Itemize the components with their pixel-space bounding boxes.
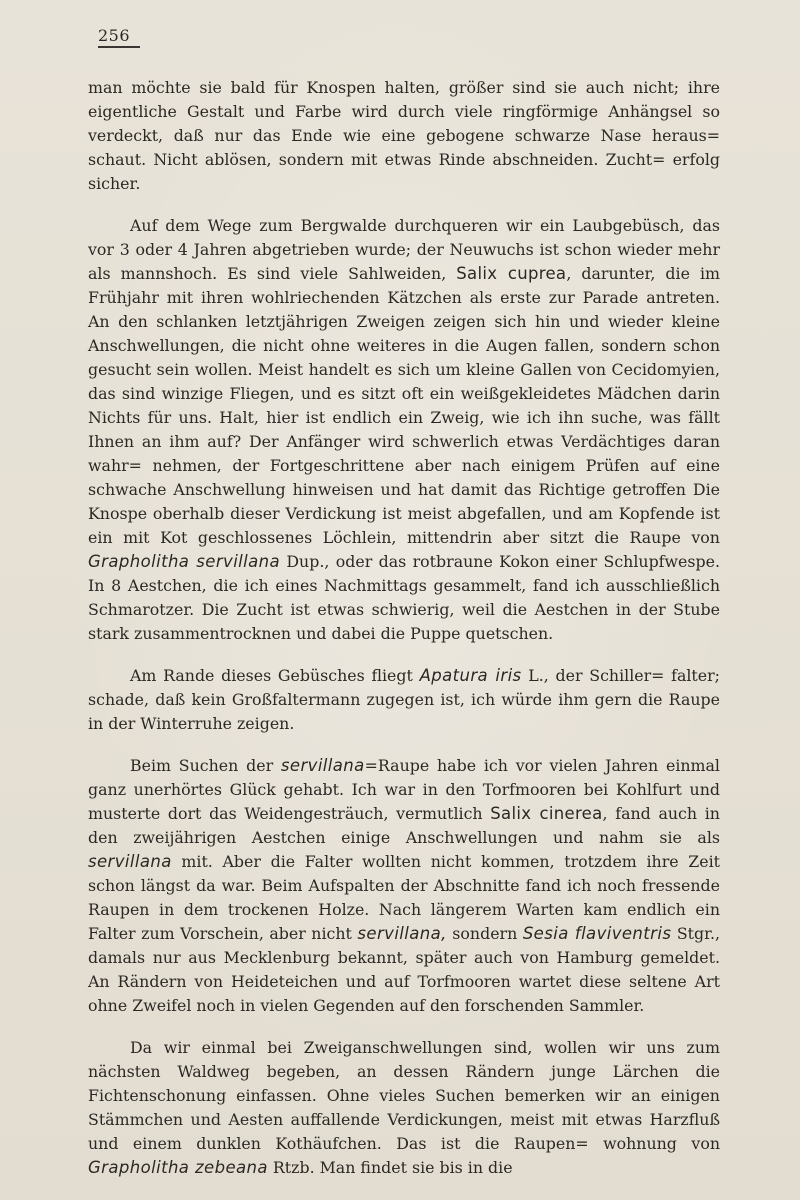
paragraph	[88, 214, 720, 646]
species-name: Grapholitha servillana	[88, 552, 281, 571]
text-run: =Raupe habe ich vor vielen Jahren einmal ganz unerhörtes Glück gehabt. Ich war in den Torfmooren bei Kohlfurt und musterte dort das Weidengesträuch, vermutlich	[88, 756, 720, 823]
body-text	[88, 76, 720, 1198]
text-run: Dup., oder das rotbraune Kokon einer Schlupfwespe. In 8 Aestchen, die ich eines Nachmittags gesammelt, fand ich ausschließlich Schmarotzer. Die Zucht ist etwas schwierig, weil die Aestchen in der Stube stark zusammentrocknen und dabei die Puppe quetschen.	[88, 552, 720, 643]
plant-name: Salix cuprea	[456, 264, 567, 283]
species-name: Grapholitha zebeana	[88, 1158, 268, 1177]
text-run: Stgr., damals nur aus Mecklenburg bekannt, später auch von Hamburg gemeldet. An Rändern von Heideteichen und auf Torfmooren wartet diese seltene Art ohne Zweifel noch in vielen Gegenden auf den forschenden Sammler.	[88, 924, 720, 1015]
page-number: 256	[98, 26, 140, 48]
text-run: sondern	[446, 924, 523, 943]
species-name: servillana	[88, 852, 172, 871]
paragraph	[88, 1036, 720, 1180]
paragraph	[88, 664, 720, 736]
text-run: Auf dem Wege zum Bergwalde durchqueren wir ein Laubgebüsch, das vor 3 oder 4 Jahren abgetrieben wurde; der Neuwuchs ist schon wieder mehr als mannshoch. Es sind viele Sahlweiden,	[88, 216, 720, 283]
species-name: Apatura iris	[419, 666, 522, 685]
text-run: L., der Schiller= falter; schade, daß kein Großfaltermann zugegen ist, ich würde ihm gern die Raupe in der Winterruhe zeigen.	[88, 666, 720, 733]
text-run: , fand auch in den zweijährigen Aestchen einige Anschwellungen und nahm sie als	[88, 804, 720, 847]
text-run: mit. Aber die Falter wollten nicht kommen, trotzdem ihre Zeit schon längst da war. Beim Aufspalten der Abschnitte fand ich noch fressende Raupen in dem trockenen Holze. Nach längerem Warten kam endlich ein Falter zum Vorschein, aber nicht	[88, 852, 720, 943]
text-run: Rtzb. Man findet sie bis in die	[267, 1158, 513, 1177]
text-run: , darunter, die im Frühjahr mit ihren wohlriechenden Kätzchen als erste zur Parade antreten. An den schlanken letztjährigen Zweigen zeigen sich hin und wieder kleine Anschwellungen, die nicht ohne weiteres in die Augen fallen, sondern schon gesucht sein wollen. Meist handelt es sich um kleine Gallen von Cecidomyien, das sind winzige Fliegen, und es sitzt oft ein weißgekleidetes Mädchen darin Nichts für uns. Halt, hier ist endlich ein Zweig, wie ich ihn suche, was fällt Ihnen an ihm auf? Der Anfänger wird schwerlich etwas Verdächtiges daran wahr= nehmen, der Fortgeschrittene aber nach einigem Prüfen auf eine schwache Anschwellung hinweisen und hat damit das Richtige getroffen Die Knospe oberhalb dieser Verdickung ist meist abgefallen, und am Kopfende ist ein mit Kot geschlossenes Löchlein, mittendrin aber sitzt die Raupe von	[88, 264, 720, 547]
paragraph	[88, 754, 720, 1018]
text-run: Beim Suchen der	[130, 756, 281, 775]
text-run: man möchte sie bald für Knospen halten, größer sind sie auch nicht; ihre eigentliche Gestalt und Farbe wird durch viele ringförmige Anhängsel so verdeckt, daß nur das Ende wie eine gebogene schwarze Nase heraus= schaut. Nicht ablösen, sondern mit etwas Rinde abschneiden. Zucht= erfolg sicher.	[88, 78, 720, 193]
species-name: servillana	[280, 756, 365, 775]
text-run: Am Rande dieses Gebüsches fliegt	[130, 666, 420, 685]
plant-name: Salix cinerea	[490, 804, 603, 823]
paragraph	[88, 76, 720, 196]
species-name: servillana,	[357, 924, 447, 943]
text-run: Da wir einmal bei Zweiganschwellungen sind, wollen wir uns zum nächsten Waldweg begeben, an dessen Rändern junge Lärchen die Fichtenschonung einfassen. Ohne vieles Suchen bemerken wir an einigen Stämmchen und Aesten auffallende Verdickungen, meist mit etwas Harzfluß und einem dunklen Kothäufchen. Das ist die Raupen= wohnung von	[88, 1038, 720, 1153]
species-name: Sesia flaviventris	[522, 924, 672, 943]
